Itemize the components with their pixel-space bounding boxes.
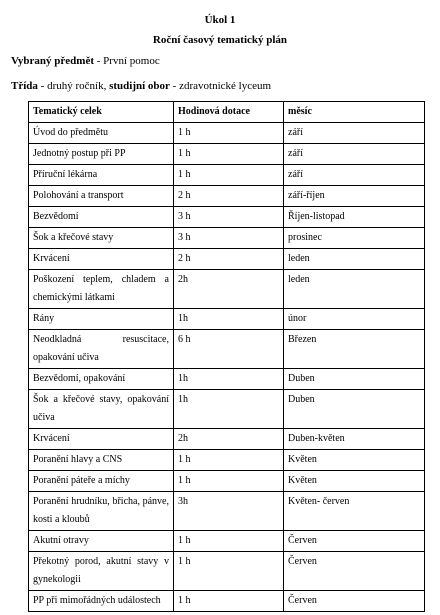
subject-line (11, 55, 160, 67)
cell-month: Červen (284, 591, 425, 612)
cell-month: Březen (284, 330, 425, 369)
document-heading: Úkol 1 (204, 14, 236, 26)
table-row (29, 249, 425, 270)
cell-month: Květen- červen (284, 492, 425, 531)
table-header-row (29, 102, 425, 123)
thematic-plan-table (28, 101, 425, 612)
table-row (29, 144, 425, 165)
cell-hours: 1 h (174, 591, 284, 612)
table-row (29, 429, 425, 450)
cell-hours: 1h (174, 390, 284, 429)
cell-hours: 1 h (174, 552, 284, 591)
class-value: - druhý ročník, (40, 80, 110, 92)
cell-topic: Akutní otravy (29, 531, 174, 552)
cell-month: Duben-květen (284, 429, 425, 450)
cell-month: Květen (284, 471, 425, 492)
cell-topic: Jednotný postup při PP (29, 144, 174, 165)
table-row (29, 552, 425, 591)
table-row (29, 330, 425, 369)
subject-label: Vybraný předmět (11, 55, 95, 67)
cell-month: leden (284, 270, 425, 309)
cell-month: září (284, 144, 425, 165)
cell-hours: 1h (174, 309, 284, 330)
cell-hours: 1h (174, 369, 284, 390)
cell-hours: 3h (174, 492, 284, 531)
cell-hours: 2h (174, 429, 284, 450)
header-hours: Hodinová dotace (174, 102, 284, 123)
cell-hours: 3 h (174, 228, 284, 249)
cell-hours: 3 h (174, 207, 284, 228)
cell-month: prosinec (284, 228, 425, 249)
cell-month: Říjen-listopad (284, 207, 425, 228)
table-row (29, 471, 425, 492)
cell-topic: Poranění hrudníku, břicha, pánve, kosti a kloubů (29, 492, 174, 531)
cell-month: září (284, 165, 425, 186)
table-row (29, 186, 425, 207)
table-row (29, 207, 425, 228)
table-body (29, 123, 425, 612)
table-row (29, 228, 425, 249)
cell-month: září (284, 123, 425, 144)
class-line (11, 80, 271, 92)
table-row (29, 492, 425, 531)
cell-topic: Bezvědomí (29, 207, 174, 228)
cell-topic: Překotný porod, akutní stavy v gynekologii (29, 552, 174, 591)
cell-topic: Poranění hlavy a CNS (29, 450, 174, 471)
table-row (29, 531, 425, 552)
table-row (29, 450, 425, 471)
cell-hours: 1 h (174, 471, 284, 492)
cell-month: Duben (284, 390, 425, 429)
cell-hours: 2 h (174, 249, 284, 270)
table-row (29, 165, 425, 186)
header-month: měsíc (284, 102, 425, 123)
document-subheading: Roční časový tematický plán (152, 34, 288, 46)
field-value: - zdravotnické lyceum (169, 80, 272, 92)
table-row (29, 369, 425, 390)
cell-topic: PP při mimořádných událostech (29, 591, 174, 612)
cell-topic: Poranění páteře a míchy (29, 471, 174, 492)
cell-topic: Úvod do předmětu (29, 123, 174, 144)
cell-month: září-říjen (284, 186, 425, 207)
cell-month: únor (284, 309, 425, 330)
class-label: Třída (11, 80, 38, 92)
cell-hours: 1 h (174, 450, 284, 471)
cell-topic: Příruční lékárna (29, 165, 174, 186)
subject-value: - První pomoc (94, 55, 160, 67)
cell-topic: Krvácení (29, 249, 174, 270)
field-label: studijní obor (109, 80, 170, 92)
cell-month: leden (284, 249, 425, 270)
cell-topic: Polohování a transport (29, 186, 174, 207)
cell-month: Duben (284, 369, 425, 390)
cell-month: Červen (284, 531, 425, 552)
cell-month: Červen (284, 552, 425, 591)
cell-hours: 2h (174, 270, 284, 309)
header-topic: Tematický celek (29, 102, 174, 123)
table-row (29, 390, 425, 429)
cell-topic: Šok a křečové stavy, opakování učiva (29, 390, 174, 429)
cell-hours: 1 h (174, 144, 284, 165)
cell-topic: Šok a křečové stavy (29, 228, 174, 249)
cell-topic: Rány (29, 309, 174, 330)
table-row (29, 123, 425, 144)
table-row (29, 270, 425, 309)
cell-topic: Neodkladná resuscitace, opakování učiva (29, 330, 174, 369)
cell-month: Květen (284, 450, 425, 471)
cell-hours: 6 h (174, 330, 284, 369)
cell-hours: 2 h (174, 186, 284, 207)
cell-hours: 1 h (174, 531, 284, 552)
cell-hours: 1 h (174, 165, 284, 186)
table-row (29, 591, 425, 612)
cell-topic: Poškození teplem, chladem a chemickými látkami (29, 270, 174, 309)
table-row (29, 309, 425, 330)
cell-hours: 1 h (174, 123, 284, 144)
cell-topic: Krvácení (29, 429, 174, 450)
cell-topic: Bezvědomí, opakování (29, 369, 174, 390)
